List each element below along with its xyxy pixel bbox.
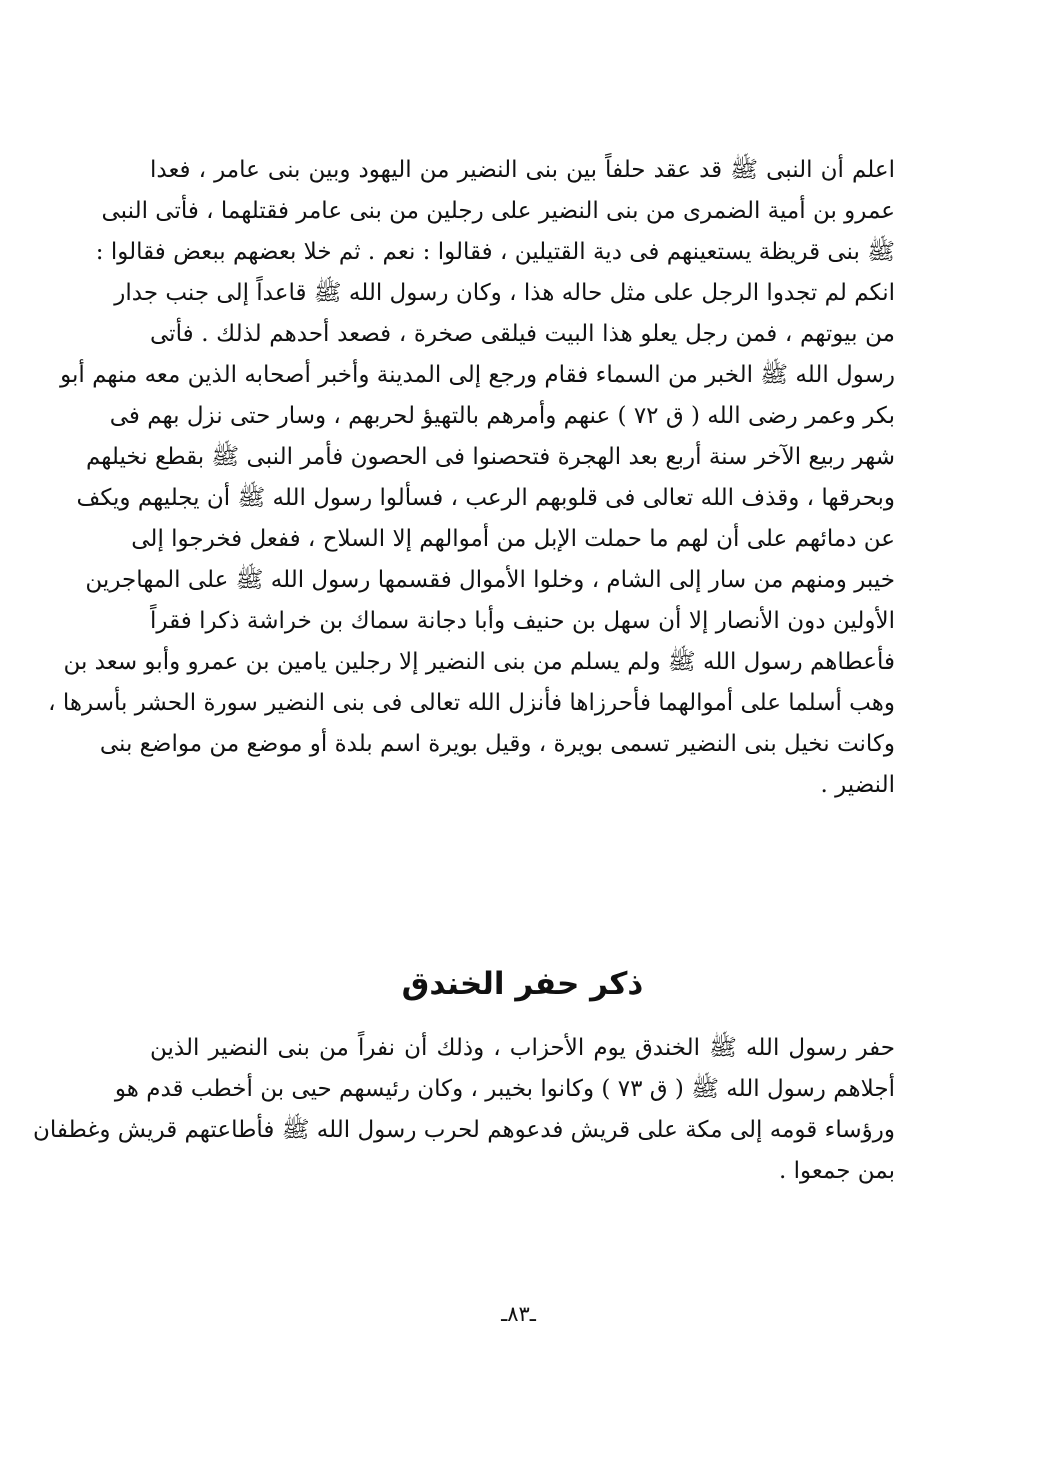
text-line: وهب أسلما على أموالهما فأحرزاها فأنزل الله تعالى فى بنى النضير سورة الحشر بأسرها ، [48,690,895,716]
text-line: بكر وعمر رضى الله ( ق ٧٢ ) عنهم وأمرهم بالتهيؤ لحربهم ، وسار حتى نزل بهم فى [109,403,895,429]
page-number: ـ٨٣ـ [501,1302,536,1326]
text-line: ﷺ بنى قريظة يستعينهم فى دية القتيلين ، فقالوا : نعم . ثم خلا بعضهم ببعض فقالوا : [95,239,895,265]
text-line: خيبر ومنهم من سار إلى الشام ، وخلوا الأموال فقسمها رسول الله ﷺ على المهاجرين [85,567,895,593]
text-line: من بيوتهم ، فمن رجل يعلو هذا البيت فيلقى صخرة ، فصعد أحدهم لذلك . فأتى [150,321,895,347]
text-line: وكانت نخيل بنى النضير تسمى بويرة ، وقيل بويرة اسم بلدة أو موضع من مواضع بنى [99,731,895,757]
paragraph-trench [32,1028,895,1192]
text-line: الأولين دون الأنصار إلا أن سهل بن حنيف وأبا دجانة سماك بن خراشة ذكرا فقراً [150,608,895,634]
paragraph-banu-nadir [48,150,895,806]
text-line: بمن جمعوا . [778,1158,895,1184]
text-line: وبحرقها ، وقذف الله تعالى فى قلوبهم الرعب ، فسألوا رسول الله ﷺ أن يجليهم ويكف [76,485,895,511]
text-line: اعلم أن النبى ﷺ قد عقد حلفاً بين بنى النضير من اليهود وبين بنى عامر ، فعدا [150,157,895,183]
text-line: رسول الله ﷺ الخبر من السماء فقام ورجع إلى المدينة وأخبر أصحابه الذين معه منهم أبو [60,362,895,388]
text-line: عمرو بن أمية الضمرى من بنى النضير على رجلين من بنى عامر فقتلهما ، فأتى النبى [101,198,895,224]
text-line: النضير . [820,772,895,798]
text-line: عن دمائهم على أن لهم ما حملت الإبل من أموالهم إلا السلاح ، ففعل فخرجوا إلى [131,526,895,552]
text-line: فأعطاهم رسول الله ﷺ ولم يسلم من بنى النضير إلا رجلين يامين بن عمرو وأبو سعد بن [63,649,895,675]
text-line: أجلاهم رسول الله ﷺ ( ق ٧٣ ) وكانوا بخيبر ، وكان رئيسهم حيى بن أخطب قدم هو [114,1076,895,1102]
text-line: شهر ربيع الآخر سنة أربع بعد الهجرة فتحصنوا فى الحصون فأمر النبى ﷺ بقطع نخيلهم [85,444,895,470]
text-line: حفر رسول الله ﷺ الخندق يوم الأحزاب ، وذلك أن نفراً من بنى النضير الذين [150,1035,895,1061]
text-line: ورؤساء قومه إلى مكة على قريش فدعوهم لحرب رسول الله ﷺ فأطاعتهم قريش وغطفان [32,1117,895,1143]
text-line: انكم لم تجدوا الرجل على مثل حاله هذا ، وكان رسول الله ﷺ قاعداً إلى جنب جدار [114,280,895,306]
section-heading: ذكر حفر الخندق [401,966,644,1002]
